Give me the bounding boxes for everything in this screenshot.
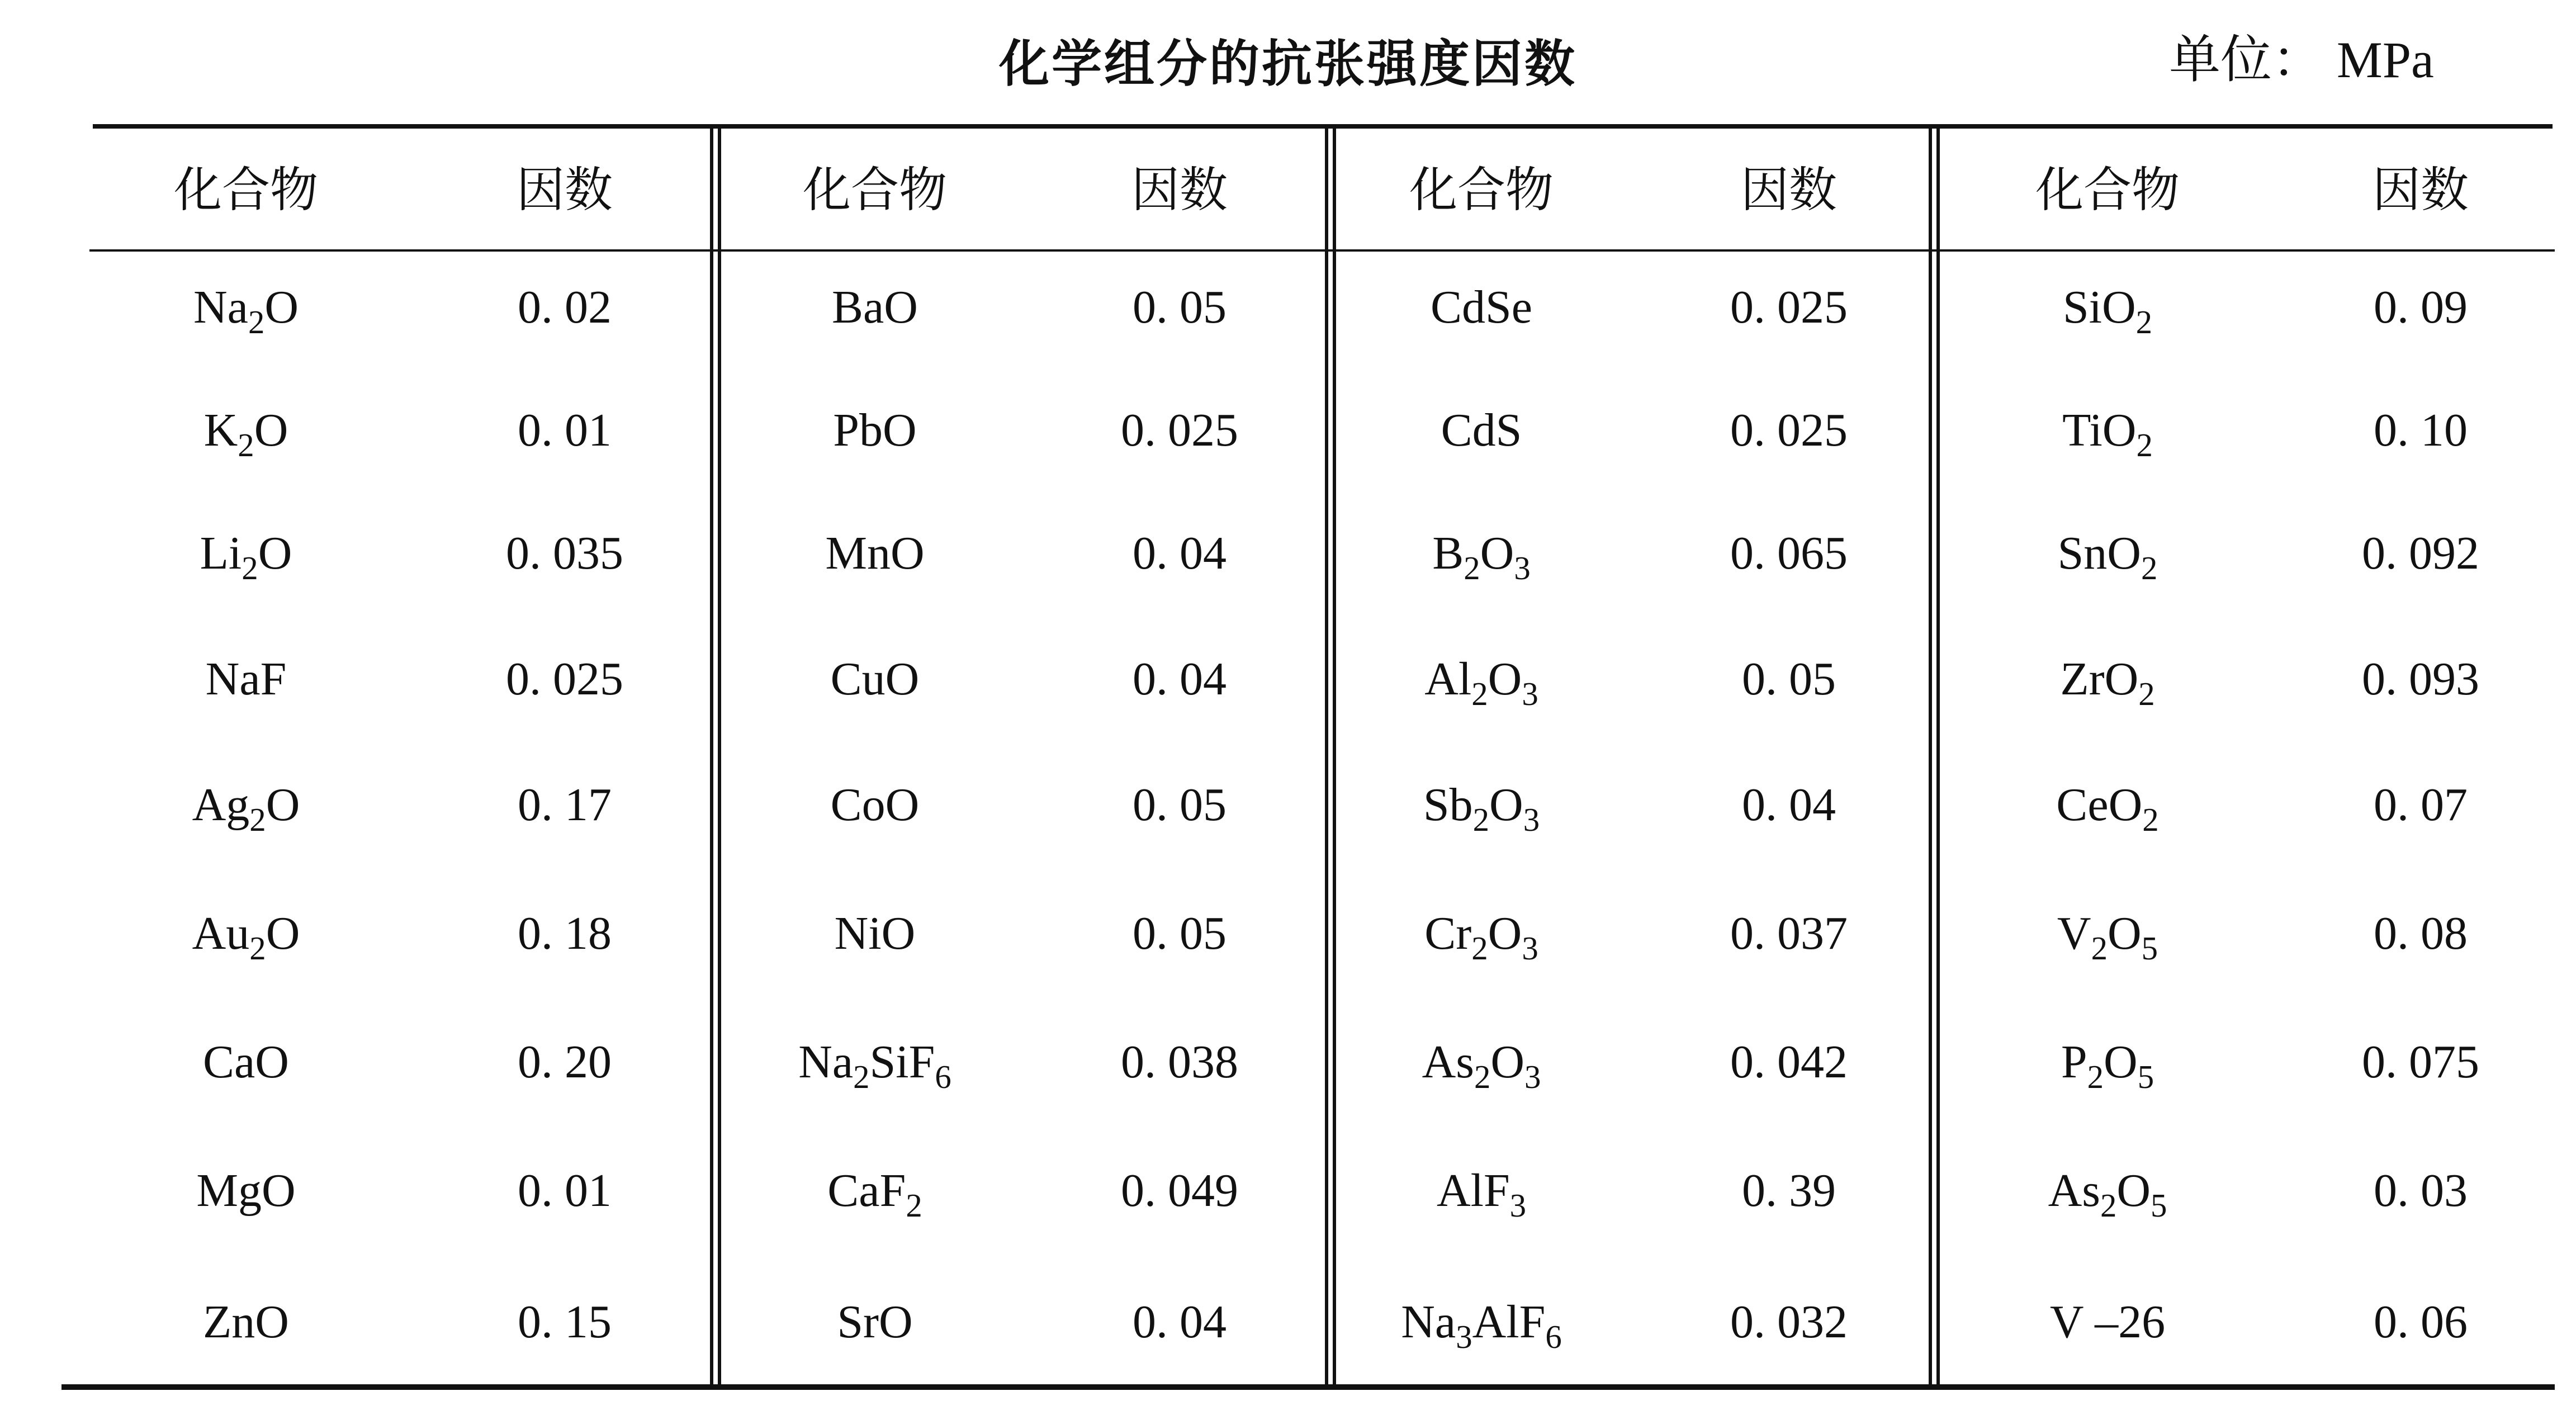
unit-note (2169, 29, 2434, 91)
factor-cell: 0. 03 (2374, 1165, 2468, 1217)
compound-cell: $B_2O_3$ (1432, 527, 1531, 586)
factor-cell: 0. 025 (1730, 404, 1848, 456)
factor-cell: 0. 032 (1730, 1296, 1848, 1348)
header-compound: 化合物 (2035, 162, 2180, 218)
compound-cell: SnO$_2$ (2057, 527, 2158, 586)
compound-cell: $Li_2O$ (200, 527, 292, 586)
compound-cell: CaF$_2$ (827, 1165, 922, 1224)
group-separator (710, 127, 721, 1385)
compound-cell: $Cr_2O_3$ (1424, 907, 1538, 967)
factor-cell: 0. 20 (518, 1036, 612, 1088)
unit-label: 单位： (2169, 30, 2324, 89)
compound-cell: $Na_3AlF_6$ (1401, 1296, 1562, 1355)
header-compound: 化合物 (1409, 162, 1554, 218)
compound-cell: CoO (830, 779, 920, 831)
factor-cell: 0. 075 (2362, 1036, 2479, 1088)
header-compound: 化合物 (803, 162, 947, 218)
compound-cell: $As_2O_5$ (2048, 1165, 2167, 1224)
compound-cell: CdS (1441, 404, 1522, 456)
factor-cell: 0. 02 (518, 281, 612, 333)
factor-cell: 0. 025 (1730, 281, 1848, 333)
factor-cell: 0. 05 (1133, 281, 1227, 333)
compound-cell: NiO (834, 907, 916, 959)
compound-cell: MgO (196, 1165, 296, 1217)
compound-cell: $P_2O_5$ (2061, 1036, 2154, 1095)
compound-cell: AlF$_3$ (1436, 1165, 1527, 1224)
factor-cell: 0. 042 (1730, 1036, 1848, 1088)
compound-cell: SrO (837, 1296, 913, 1348)
factor-cell: 0. 39 (1742, 1165, 1836, 1217)
compound-cell: $Sb_2O_3$ (1423, 779, 1540, 838)
header-factor: 因数 (1131, 162, 1228, 218)
factor-cell: 0. 10 (2374, 404, 2468, 456)
compound-cell: PbO (833, 404, 917, 456)
factor-cell: 0. 05 (1133, 907, 1227, 959)
factor-cell: 0. 01 (518, 404, 612, 456)
compound-cell: $Na_2SiF_6$ (798, 1036, 951, 1095)
compound-cell: SiO$_2$ (2062, 281, 2153, 340)
compound-cell: $Al_2O_3$ (1424, 653, 1538, 712)
factor-cell: 0. 035 (506, 527, 623, 579)
table-bottom-rule (61, 1384, 2555, 1390)
factor-cell: 0. 04 (1742, 779, 1836, 831)
factor-cell: 0. 05 (1133, 779, 1227, 831)
compound-cell: CdSe (1430, 281, 1533, 333)
compound-cell: V –26 (2049, 1296, 2166, 1348)
compound-cell: ZnO (203, 1296, 289, 1348)
header-factor: 因数 (1741, 162, 1837, 218)
header-factor: 因数 (517, 162, 613, 218)
compound-cell: MnO (825, 527, 925, 579)
compound-cell: CeO$_2$ (2056, 779, 2159, 838)
factor-cell: 0. 093 (2362, 653, 2479, 705)
factor-cell: 0. 05 (1742, 653, 1836, 705)
factor-cell: 0. 025 (506, 653, 623, 705)
compound-cell: $As_2O_3$ (1422, 1036, 1541, 1095)
compound-cell: $Na_2O$ (193, 281, 299, 340)
factor-cell: 0. 04 (1133, 1296, 1227, 1348)
factor-cell: 0. 038 (1121, 1036, 1238, 1088)
compound-cell: CaO (203, 1036, 289, 1088)
factor-cell: 0. 07 (2374, 779, 2468, 831)
compound-cell: CuO (830, 653, 920, 705)
factor-cell: 0. 04 (1133, 527, 1227, 579)
factor-cell: 0. 09 (2374, 281, 2468, 333)
factor-cell: 0. 18 (518, 907, 612, 959)
factor-cell: 0. 092 (2362, 527, 2479, 579)
compound-cell: $V_2O_5$ (2057, 907, 2158, 967)
factor-cell: 0. 17 (518, 779, 612, 831)
factor-cell: 0. 01 (518, 1165, 612, 1217)
group-separator (1929, 127, 1940, 1385)
factor-cell: 0. 049 (1121, 1165, 1238, 1217)
compound-cell: TiO$_2$ (2062, 404, 2153, 463)
factor-cell: 0. 04 (1133, 653, 1227, 705)
header-compound: 化合物 (174, 162, 318, 218)
compound-cell: $K_2O$ (203, 404, 288, 463)
header-factor: 因数 (2373, 162, 2469, 218)
factor-cell: 0. 06 (2374, 1296, 2468, 1348)
header-rule (89, 249, 2555, 252)
factor-cell: 0. 037 (1730, 907, 1848, 959)
compound-cell: NaF (205, 653, 287, 705)
group-separator (1325, 127, 1336, 1385)
compound-cell: $Ag_2O$ (192, 779, 300, 838)
unit-value: MPa (2337, 31, 2434, 88)
compound-cell: ZrO$_2$ (2060, 653, 2155, 712)
table-top-rule (93, 124, 2553, 129)
table-title: 化学组分的抗张强度因数 (999, 35, 1577, 93)
compound-cell: $Au_2O$ (192, 907, 300, 967)
factor-cell: 0. 065 (1730, 527, 1848, 579)
compound-cell: BaO (832, 281, 918, 333)
factor-cell: 0. 025 (1121, 404, 1238, 456)
factor-cell: 0. 08 (2374, 907, 2468, 959)
factor-cell: 0. 15 (518, 1296, 612, 1348)
